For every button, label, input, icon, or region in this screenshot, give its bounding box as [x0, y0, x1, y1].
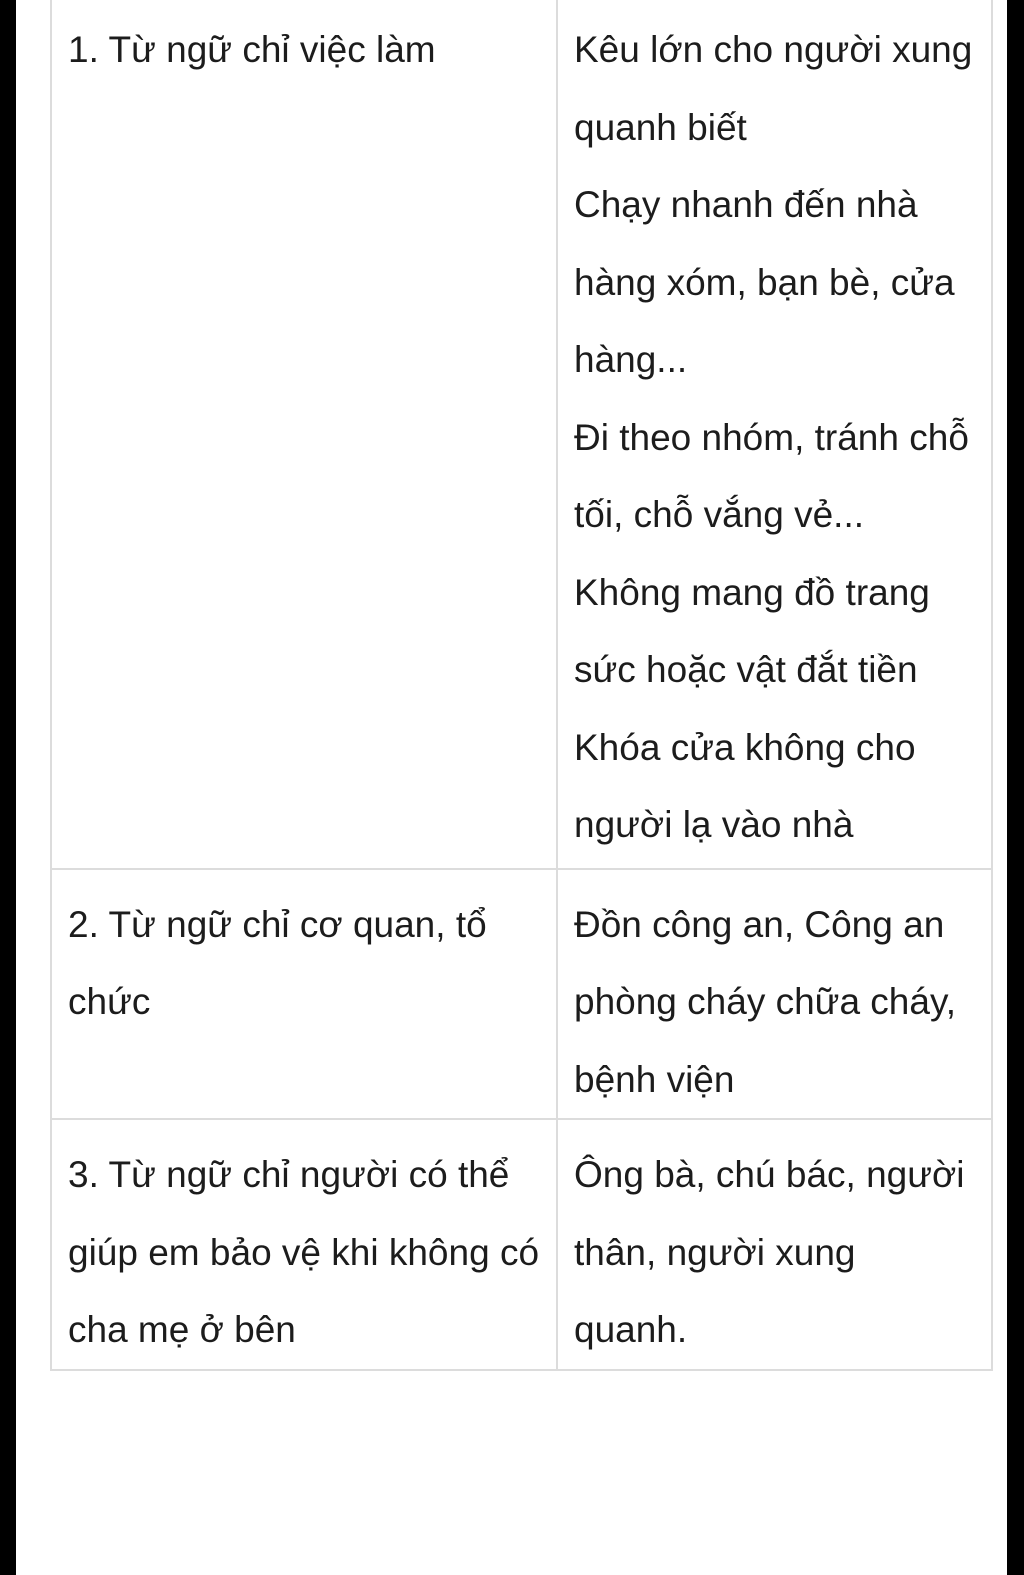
table-row	[51, 1119, 992, 1370]
table-row	[51, 869, 992, 1120]
example-item: Kêu lớn cho người xung quanh biết	[574, 29, 973, 148]
examples-cell	[557, 1119, 992, 1370]
example-item: Đồn công an, Công an phòng cháy chữa cháy, bệnh viện	[574, 903, 956, 1100]
example-item: Đi theo nhóm, tránh chỗ tối, chỗ vắng vẻ...	[574, 416, 969, 535]
document-page	[16, 0, 1007, 1575]
vocabulary-table	[50, 0, 993, 1371]
example-item: Không mang đồ trang sức hoặc vật đắt tiền	[574, 571, 930, 690]
term-cell: 3. Từ ngữ chỉ người có thể giúp em bảo vệ khi không có cha mẹ ở bên	[51, 1119, 557, 1370]
example-item: Chạy nhanh đến nhà hàng xóm, bạn bè, cửa hàng...	[574, 184, 955, 380]
example-item: Ông bà, chú bác, người thân, người xung quanh.	[574, 1154, 965, 1350]
example-item: Khóa cửa không cho người lạ vào nhà	[574, 726, 916, 845]
examples-cell	[557, 0, 992, 869]
table-row	[51, 0, 992, 869]
term-cell: 1. Từ ngữ chỉ việc làm	[51, 0, 557, 869]
examples-cell	[557, 869, 992, 1120]
term-cell: 2. Từ ngữ chỉ cơ quan, tổ chức	[51, 869, 557, 1120]
